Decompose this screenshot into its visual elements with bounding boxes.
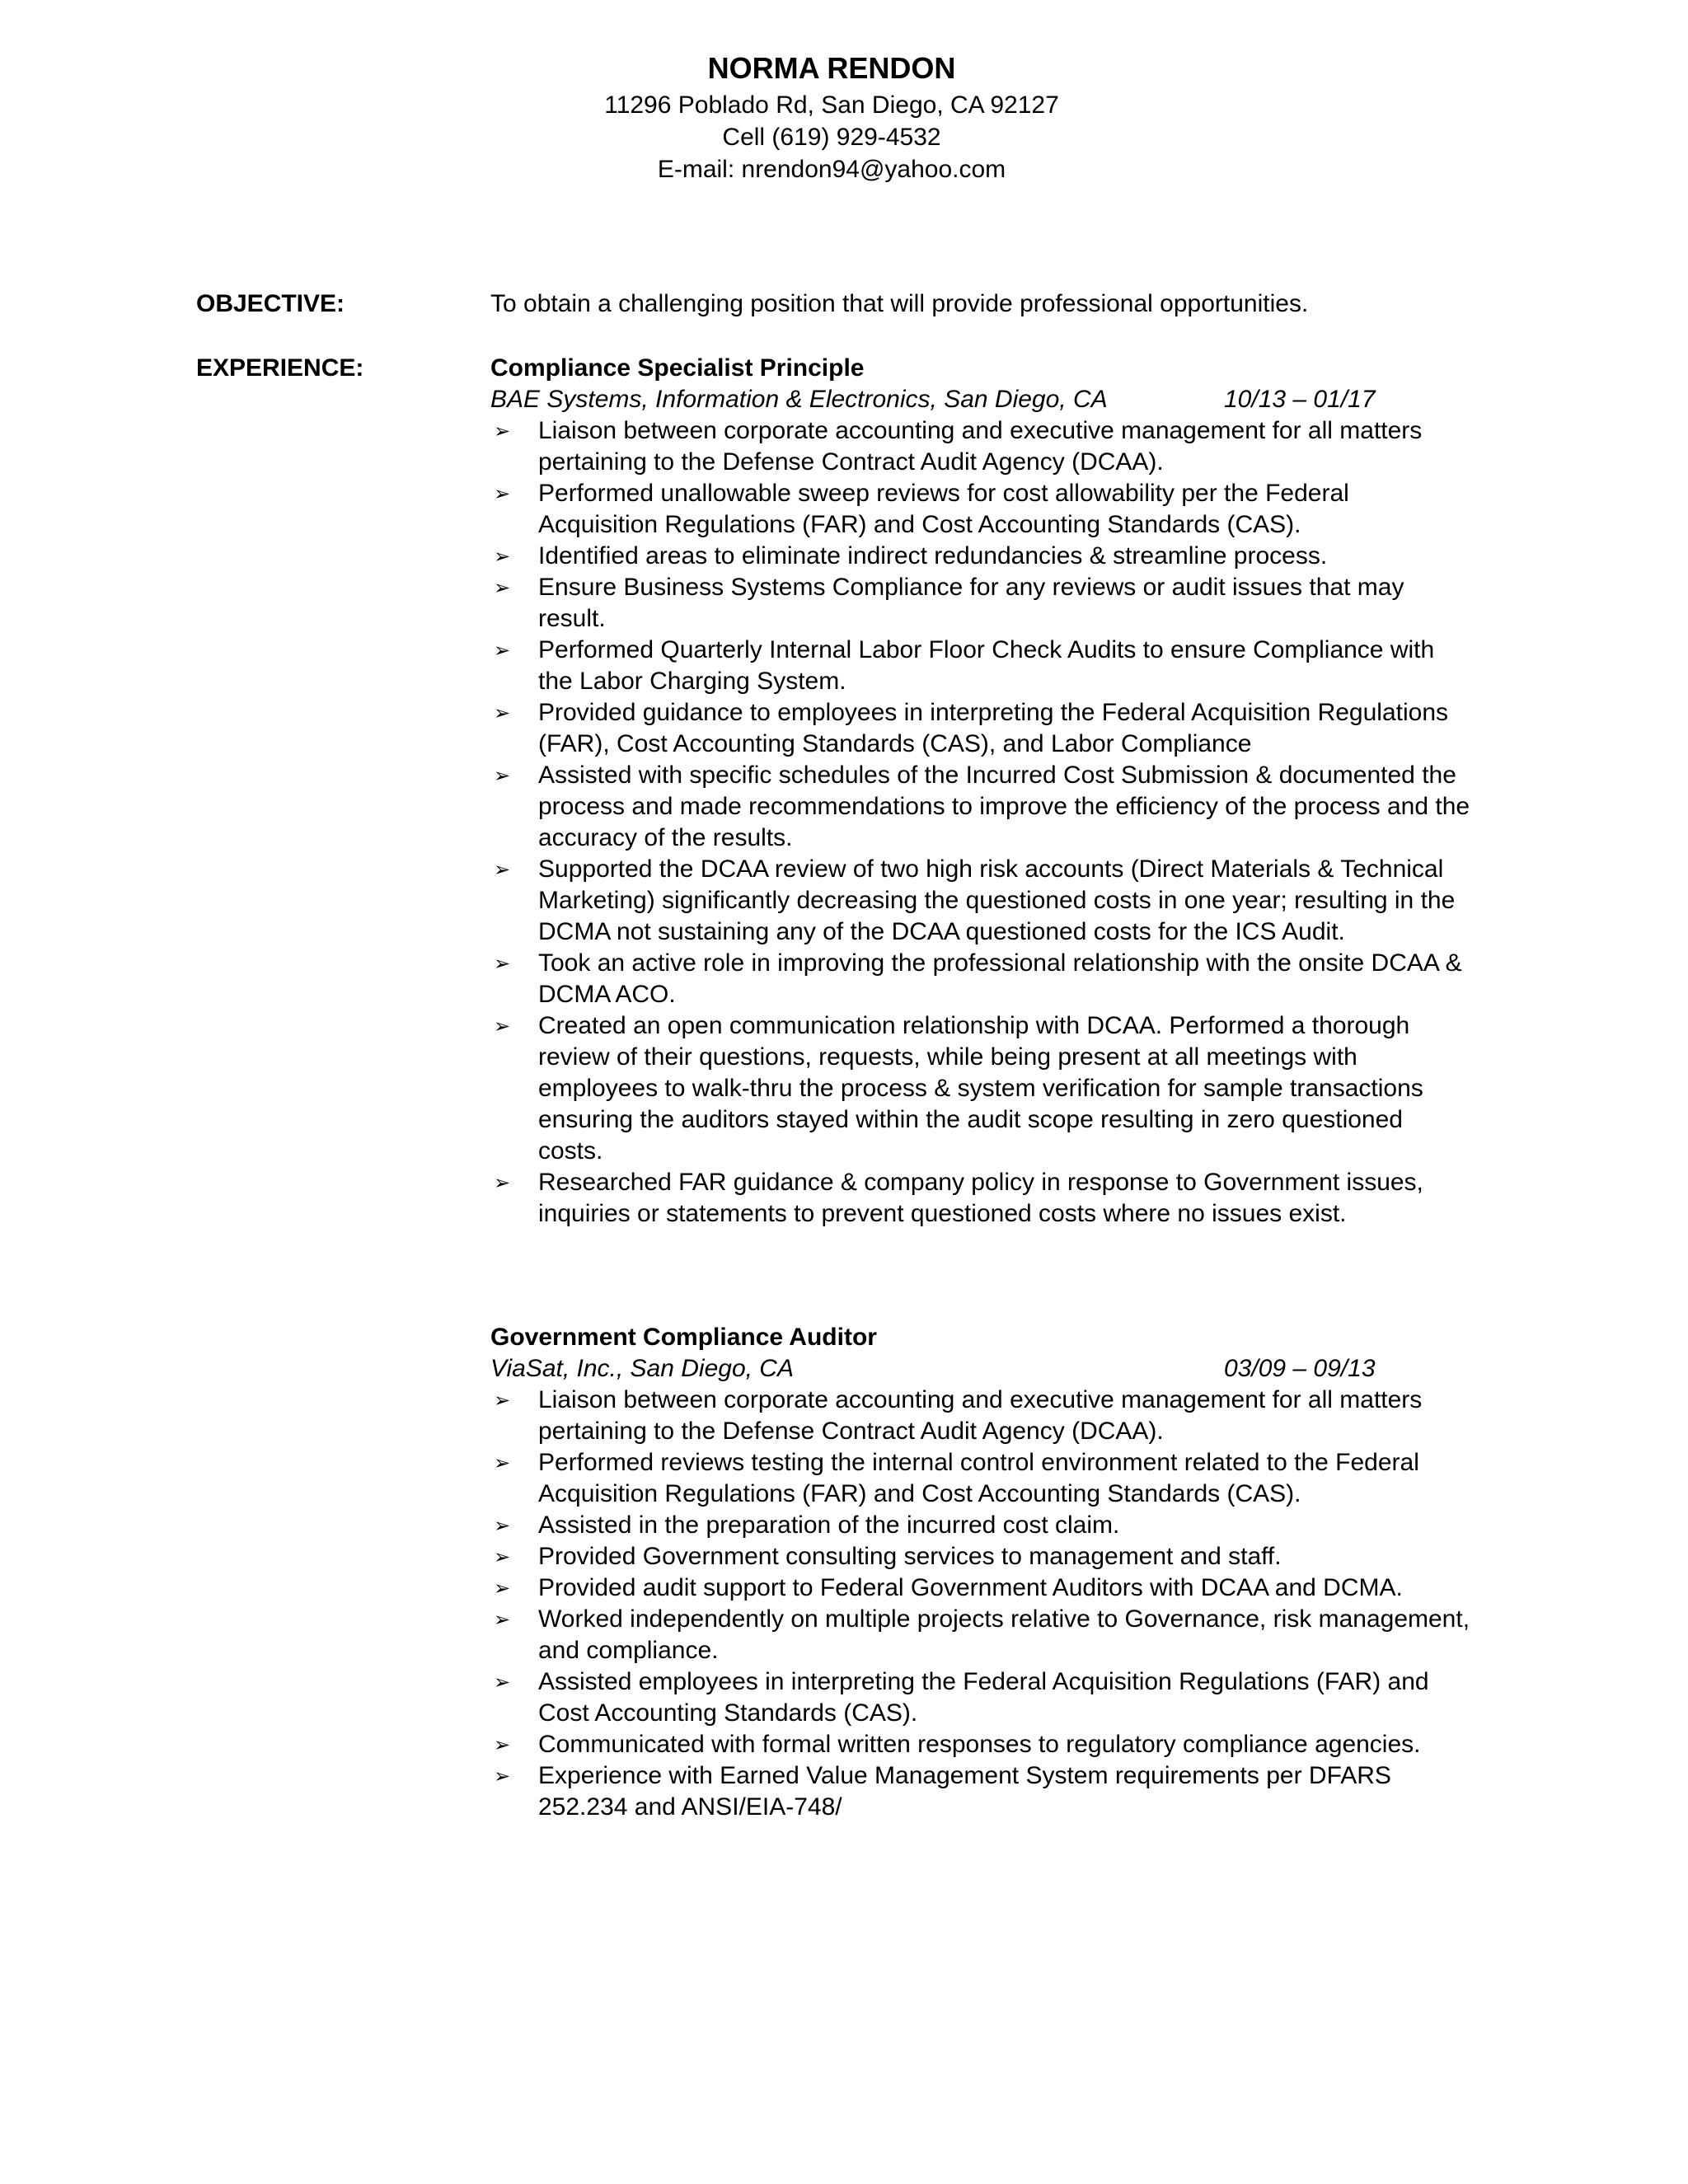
arrowhead-bullet-icon: ➢ [494, 639, 511, 662]
job-entry [490, 353, 1471, 1230]
bullet-text: Performed Quarterly Internal Labor Floor Check Audits to ensure Compliance with the Labor Charging System. [538, 636, 1435, 695]
arrowhead-bullet-icon: ➢ [494, 1514, 511, 1537]
job-bullet-list [490, 1385, 1471, 1823]
bullet-text: Performed reviews testing the internal control environment related to the Federal Acquisition Regulations (FAR) and Cost Accounting Standards (CAS). [538, 1449, 1419, 1507]
job-bullet [490, 1760, 1471, 1823]
bullet-text: Communicated with formal written responses to regulatory compliance agencies. [538, 1731, 1421, 1758]
job-title: Compliance Specialist Principle [490, 354, 865, 382]
job-bullet [490, 1541, 1471, 1572]
arrowhead-bullet-icon: ➢ [494, 1451, 511, 1474]
arrowhead-bullet-icon: ➢ [494, 701, 511, 724]
job-bullet [490, 854, 1471, 948]
arrowhead-bullet-icon: ➢ [494, 1577, 511, 1600]
arrowhead-bullet-icon: ➢ [494, 545, 511, 568]
job-bullet [490, 760, 1471, 854]
bullet-text: Identified areas to eliminate indirect redundancies & streamline process. [538, 542, 1328, 569]
job-bullet [490, 948, 1471, 1010]
job-bullet [490, 415, 1471, 478]
candidate-name: NORMA RENDON [707, 51, 956, 85]
arrowhead-bullet-icon: ➢ [494, 482, 511, 505]
arrowhead-bullet-icon: ➢ [494, 858, 511, 881]
phone: Cell (619) 929-4532 [722, 124, 941, 151]
bullet-text: Liaison between corporate accounting and executive management for all matters pertaining to the Defense Contract Audit Agency (DCAA). [538, 1386, 1423, 1445]
arrowhead-bullet-icon: ➢ [494, 1733, 511, 1756]
arrowhead-bullet-icon: ➢ [494, 1545, 511, 1568]
bullet-text: Experience with Earned Value Management System requirements per DFARS 252.234 and ANSI/EIA-748/ [538, 1762, 1391, 1821]
job-bullet [490, 1604, 1471, 1666]
bullet-text: Assisted in the preparation of the incurred cost claim. [538, 1511, 1120, 1539]
job-meta [490, 1353, 1471, 1385]
objective-label: OBJECTIVE: [196, 290, 345, 317]
bullet-text: Ensure Business Systems Compliance for any reviews or audit issues that may result. [538, 574, 1404, 632]
job-bullet [490, 635, 1471, 697]
email: E-mail: nrendon94@yahoo.com [657, 156, 1006, 183]
bullet-text: Worked independently on multiple projects relative to Governance, risk management, and compliance. [538, 1605, 1470, 1664]
arrowhead-bullet-icon: ➢ [494, 1389, 511, 1412]
job-bullet [490, 1385, 1471, 1447]
job-bullet [490, 697, 1471, 760]
job-bullet [490, 1010, 1471, 1167]
bullet-text: Created an open communication relationship with DCAA. Performed a thorough review of their questions, requests, while being present at all meetings with employees to walk-thru the process & system verification for sample transactions ensuring the auditors stayed within the audit scope resulting in zero questioned costs. [538, 1012, 1423, 1165]
address: 11296 Poblado Rd, San Diego, CA 92127 [604, 91, 1059, 119]
arrowhead-bullet-icon: ➢ [494, 1171, 511, 1194]
job-company: ViaSat, Inc., San Diego, CA [490, 1355, 794, 1382]
arrowhead-bullet-icon: ➢ [494, 1015, 511, 1038]
bullet-text: Provided guidance to employees in interpreting the Federal Acquisition Regulations (FAR), Cost Accounting Standards (CAS), and Labor Compliance [538, 699, 1449, 757]
resume-header [0, 48, 1663, 185]
experience-label: EXPERIENCE: [196, 354, 364, 382]
arrowhead-bullet-icon: ➢ [494, 419, 511, 443]
job-bullet [490, 1572, 1471, 1604]
arrowhead-bullet-icon: ➢ [494, 764, 511, 787]
job-company: BAE Systems, Information & Electronics, San Diego, CA [490, 386, 1108, 413]
job-meta [490, 384, 1471, 415]
bullet-text: Provided audit support to Federal Government Auditors with DCAA and DCMA. [538, 1574, 1403, 1601]
arrowhead-bullet-icon: ➢ [494, 952, 511, 975]
objective-text: To obtain a challenging position that will provide professional opportunities. [490, 290, 1309, 317]
job-bullet [490, 478, 1471, 541]
job-dates: 10/13 – 01/17 [1224, 386, 1376, 413]
bullet-text: Provided Government consulting services to management and staff. [538, 1543, 1282, 1570]
bullet-text: Supported the DCAA review of two high risk accounts (Direct Materials & Technical Marketing) significantly decreasing the questioned costs in one year; resulting in the DCMA not sustaining any of the DCAA questioned costs for the ICS Audit. [538, 855, 1456, 945]
bullet-text: Performed unallowable sweep reviews for cost allowability per the Federal Acquisition Regulations (FAR) and Cost Accounting Standards (CAS). [538, 480, 1349, 538]
job-bullet [490, 1447, 1471, 1510]
bullet-text: Took an active role in improving the professional relationship with the onsite DCAA & DCMA ACO. [538, 949, 1462, 1008]
arrowhead-bullet-icon: ➢ [494, 576, 511, 599]
job-bullet [490, 572, 1471, 635]
job-title: Government Compliance Auditor [490, 1324, 877, 1351]
job-bullet [490, 541, 1471, 572]
bullet-text: Assisted with specific schedules of the Incurred Cost Submission & documented the process and made recommendations to improve the efficiency of the process and the accuracy of the results. [538, 762, 1470, 851]
job-bullet-list [490, 415, 1471, 1230]
bullet-text: Researched FAR guidance & company policy in response to Government issues, inquiries or statements to prevent questioned costs where no issues exist. [538, 1169, 1423, 1227]
job-bullet [490, 1666, 1471, 1729]
arrowhead-bullet-icon: ➢ [494, 1608, 511, 1631]
job-dates: 03/09 – 09/13 [1224, 1355, 1376, 1382]
bullet-text: Liaison between corporate accounting and executive management for all matters pertaining to the Defense Contract Audit Agency (DCAA). [538, 417, 1423, 476]
arrowhead-bullet-icon: ➢ [494, 1671, 511, 1694]
job-entry [490, 1322, 1471, 1823]
job-bullet [490, 1167, 1471, 1230]
job-bullet [490, 1510, 1471, 1541]
job-bullet [490, 1729, 1471, 1760]
arrowhead-bullet-icon: ➢ [494, 1765, 511, 1788]
bullet-text: Assisted employees in interpreting the Federal Acquisition Regulations (FAR) and Cost Accounting Standards (CAS). [538, 1668, 1429, 1727]
